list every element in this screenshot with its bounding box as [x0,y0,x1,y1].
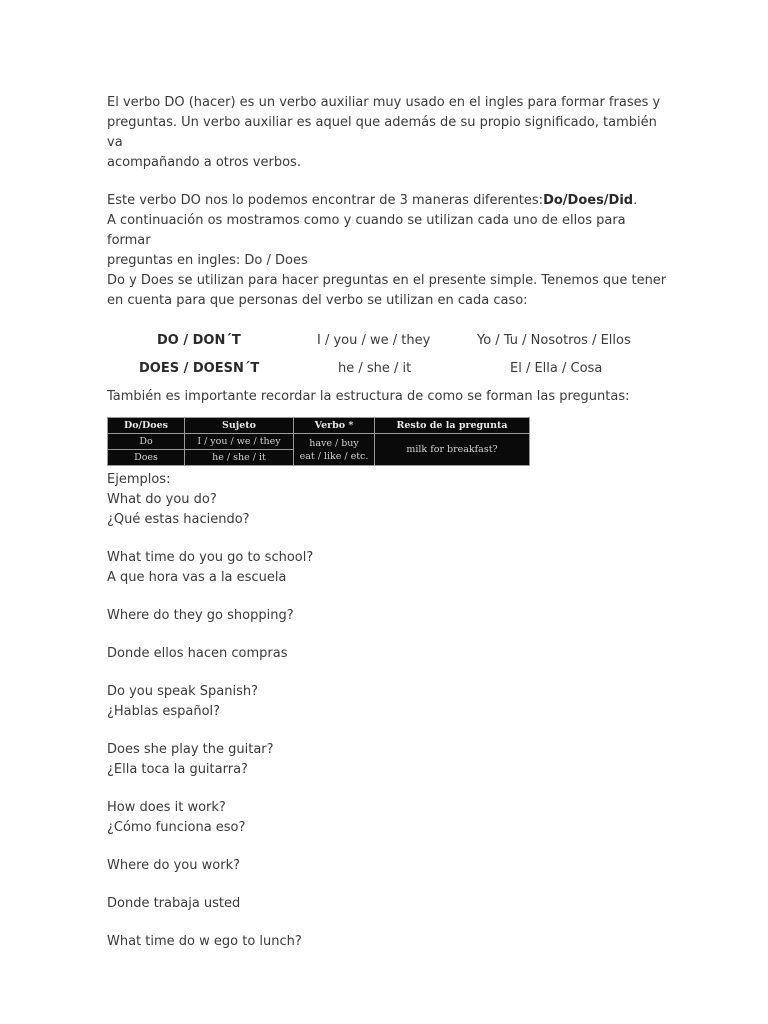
usage-line: preguntas en ingles: Do / Does [107,253,308,268]
table-header-row [108,418,530,434]
example-en: What time do w ego to lunch? [107,934,302,949]
forms-table [107,331,667,387]
form-subjects-es: Yo / Tu / Nosotros / Ellos [477,333,631,348]
table-cell: I / you / we / they [185,434,294,450]
example-es: ¿Cómo funciona eso? [107,820,246,835]
form-subjects-es: El / Ella / Cosa [510,361,603,376]
example-es: ¿Qué estas haciendo? [107,512,250,527]
example-es: A que hora vas a la escuela [107,570,287,585]
intro-line: preguntas. Un verbo auxiliar es aquel que además de su propio significado, también va [107,115,657,150]
table-cell-rest: milk for breakfast? [375,434,530,466]
example-en: Does she play the guitar? [107,742,274,757]
form-name: DO / DON´T [157,333,241,348]
example-en: Where do you work? [107,858,240,873]
table-cell-verbs: have / buy eat / like / etc. [294,434,375,466]
example-en: Where do they go shopping? [107,608,294,623]
form-name: DOES / DOESN´T [139,361,260,376]
example-es: ¿Ella toca la guitarra? [107,762,248,777]
example-en: Do you speak Spanish? [107,684,258,699]
forms-bold: Do/Does/Did [543,193,634,208]
form-row [107,331,667,351]
form-subjects-en: he / she / it [338,361,412,376]
example-en: What do you do? [107,492,217,507]
table-header: Sujeto [185,418,294,434]
form-row [107,359,667,379]
example-es: ¿Hablas español? [107,704,221,719]
usage-line: en cuenta para que personas del verbo se utilizan en cada caso: [107,293,528,308]
structure-table [107,417,530,466]
table-header: Do/Does [108,418,185,434]
table-cell: Does [108,450,185,466]
example-es: Donde trabaja usted [107,896,241,911]
intro-line: El verbo DO (hacer) es un verbo auxiliar muy usado en el ingles para formar frases y [107,95,661,110]
table-cell: Do [108,434,185,450]
forms-intro: Este verbo DO nos lo podemos encontrar de 3 maneras diferentes:Do/Does/Did. [107,193,638,208]
document-page [107,93,667,952]
table-header: Verbo * [294,418,375,434]
examples-label: Ejemplos: [107,472,171,487]
table-cell: he / she / it [185,450,294,466]
usage-line: A continuación os mostramos como y cuando se utilizan cada uno de ellos para formar [107,213,626,248]
structure-intro: También es importante recordar la estructura de como se forman las preguntas: [107,389,630,404]
table-row [108,434,530,450]
example-en: How does it work? [107,800,226,815]
form-subjects-en: I / you / we / they [317,333,431,348]
usage-line: Do y Does se utilizan para hacer preguntas en el presente simple. Tenemos que tener [107,273,667,288]
example-es: Donde ellos hacen compras [107,646,288,661]
intro-line: acompañando a otros verbos. [107,155,301,170]
example-en: What time do you go to school? [107,550,314,565]
table-header: Resto de la pregunta [375,418,530,434]
